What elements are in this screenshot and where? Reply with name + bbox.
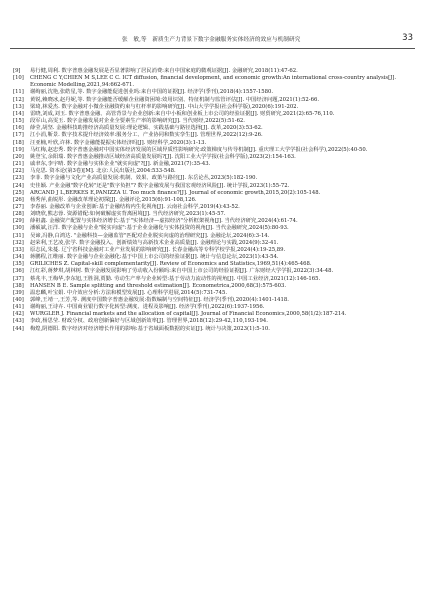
reference-number: [30] xyxy=(13,225,24,232)
reference-number: [40] xyxy=(13,297,24,303)
reference-number: [34] xyxy=(13,254,24,261)
reference-text: 原志民,朱蔓. 辽宁省科技金融对工业产业发展的影响研究[J]. 长春金融高等专科学校学报,2024(4):19-25,89. xyxy=(30,246,286,253)
reference-text: GRILICHES Z. Capital-skill complementarity[J]. Review of Economics and Statistics,1969,51(4):465-468. xyxy=(30,261,312,268)
reference-item xyxy=(13,247,415,254)
reference-text: 吴谛,冯静,白鸿达. "金融科技—金融监管"匹配对企业脱实向虚的治理研究[J]. 金融论坛,2024(6):3-14. xyxy=(30,232,270,239)
reference-number: [33] xyxy=(13,246,24,253)
reference-number: [10] xyxy=(13,75,24,82)
reference-text: 李菲. 数字金融与文化产业高质量发展:机制、效果、政策与路径[J]. 东岳论丛,2023(5):182-190. xyxy=(30,175,258,182)
reference-item xyxy=(13,147,415,154)
reference-number: [22] xyxy=(13,168,24,175)
reference-number: [27] xyxy=(13,203,24,210)
reference-text: ARCAND J L,BERKES E,PANIZZA U. Too much finance?[J]. Journal of economic growth,2015,20(2):105-148. xyxy=(30,189,321,196)
reference-text: 戚聿东,李宇晴. 数字金融与实体企业"就实向虚"?[J]. 新金融,2021(7):35-43. xyxy=(30,161,211,168)
reference-text: 杨秀萍,曲锐彤. 金融改革理论初探[J]. 金融评论,2015(6):91-108,126. xyxy=(30,196,197,203)
reference-item xyxy=(13,290,415,297)
reference-item xyxy=(13,89,415,96)
reference-number: [12] xyxy=(13,96,24,103)
reference-text: 李春丽. 金融改革与企业创新:基于金融结构内生化视角[J]. 云南社会科学,2019(4):43-52. xyxy=(30,203,240,210)
reference-text: 江小涓,靳景. 数字技术提升经济效率:服务分工、产业协同和数实孪生[J]. 管理世界,2022(12):9-26. xyxy=(30,132,263,139)
reference-item xyxy=(13,240,415,247)
reference-text: 马红梅,赵忠秀. 数字普惠金融对中国实体经济发展的区域异质性影响研究:政策梯度与传导机制[J]. 重庆理工大学学报(社会科学),2022(5):40-50. xyxy=(30,146,368,153)
reference-item xyxy=(13,318,415,325)
reference-text: 黄锐,赖晓冰,赵丹妮,等. 数字金融能否缓解企业融资困境:效用识别、特征机制与监管评估[J]. 中国经济问题,2021(1):52-66. xyxy=(30,96,320,103)
reference-text: 段军山,高雯玉. 数字金融发展对企业全要素生产率的影响研究[J]. 当代财经,2022(5):51-62. xyxy=(30,118,245,125)
reference-number: [20] xyxy=(13,153,24,160)
reference-number: [28] xyxy=(13,211,24,218)
reference-item xyxy=(13,326,415,333)
reference-number: [11] xyxy=(13,89,24,96)
reference-number: [43] xyxy=(13,318,24,325)
reference-number: [18] xyxy=(13,139,24,146)
reference-number: [24] xyxy=(13,182,24,189)
reference-number: [14] xyxy=(13,110,24,117)
reference-text: 易行健,周利. 数字普惠金融发展是否显著影响了居民消费:来自中国家庭的微观证据[J]. 金融研究,2018(11):47-62. xyxy=(30,68,298,74)
running-title: 张 敏,等 新质生产力背景下数字金融服务实体经济的效应与机制研究 xyxy=(122,37,301,43)
reference-item xyxy=(13,154,415,161)
reference-text: 汪亚楠,叶欣,许林. 数字金融能提振实体经济吗[J]. 财经科学,2020(3):1-13. xyxy=(30,139,207,146)
reference-text: 史佳颖. 产业金融"数字化转"还是"数字负担"? 数字金融发展与我国宏观经济风险[J]. 统计学报,2023(1):55-72. xyxy=(30,182,290,189)
reference-item xyxy=(13,233,415,240)
reference-number: [38] xyxy=(13,282,24,289)
reference-text: 谢绚丽,沈艳,张皓星,等. 数字金融能促进创业吗:来自中国的证据[J]. 经济学(季刊),2018(4):1557-1580. xyxy=(30,89,274,96)
reference-item xyxy=(13,268,415,275)
reference-item xyxy=(13,283,415,290)
reference-number: [26] xyxy=(13,196,24,203)
reference-number: [16] xyxy=(13,125,24,132)
reference-item xyxy=(13,97,415,104)
reference-text: 谢绚丽,王诗卉. 中国商业银行数字化转型:测度、进程及影响[J]. 经济学(季刊),2022(6):1937-1956. xyxy=(30,304,265,311)
reference-number: [17] xyxy=(13,132,24,139)
reference-item xyxy=(13,132,415,139)
reference-number: [9] xyxy=(13,68,21,74)
reference-text: 潘硕斌,汪洋. 数字金融与企业"脱实向虚":基于企业金融化与实体投资的视角[J]. 当代金融研究,2024(5):80-93. xyxy=(30,225,289,232)
reference-text: WURGLER J. Financial markets and the allocation of capital[J]. Journal of Financial Economics,2000,58(1/2):187-214. xyxy=(30,311,347,318)
reference-number: [44] xyxy=(13,325,24,332)
reference-item xyxy=(13,75,415,89)
reference-number: [35] xyxy=(13,261,24,268)
reference-text: 江红彩,蒋梦琪,胡林树. 数字金融发展影响了劳动收入份额吗:来自中国上市公司的经验证据[J]. 广东财经大学学报,2022(3):34-48. xyxy=(30,268,334,275)
reference-item xyxy=(13,68,415,75)
reference-text: 马克思. 资本论(第3卷)[M]. 北京:人民出版社,2004:533-548. xyxy=(30,168,176,175)
reference-text: CHENG C Y,CHIEN M S,LEE C C. ICT diffusion, financial development, and economic growth:An international cross-country analysis[J]. Economic Modelling,2021,94:662-671. xyxy=(30,75,397,89)
reference-text: 梅煌,阴德阳. 数字经济对经济增长作用的影响:基于省域面板数据的实证[J]. 统计与决策,2023(1):5-10. xyxy=(30,325,270,332)
reference-number: [39] xyxy=(13,289,24,296)
reference-item xyxy=(13,104,415,111)
reference-item xyxy=(13,175,415,182)
reference-text: 温忠麟,叶宝娟. 中介效应分析:方法和模型发展[J]. 心理科学进展,2014(5):731-745. xyxy=(30,289,228,296)
reference-text: 郭峰,王靖一,王芳,等. 测度中国数字普惠金融发展:指数编制与空间特征[J]. 经济学(季刊),2020(4):1401-1418. xyxy=(30,297,289,303)
reference-number: [19] xyxy=(13,146,24,153)
reference-item xyxy=(13,276,415,283)
reference-text: 姚登宝,余阳瑞. 数字普惠金融推动区域经济高质量发展吗?[J]. 沈阳工业大学学报(社会科学版),2023(2):154-163. xyxy=(30,153,296,160)
reference-number: [42] xyxy=(13,311,24,318)
reference-number: [31] xyxy=(13,232,24,239)
reference-text: 薛莹,胡坚. 金融科技助推经济高质量发展:理论逻辑、实践基础与路径选择[J]. 改革,2020(3):53-62. xyxy=(30,125,263,132)
running-header xyxy=(10,34,415,49)
reference-item xyxy=(13,225,415,232)
reference-item xyxy=(13,183,415,190)
reference-item xyxy=(13,190,415,197)
reference-number: [32] xyxy=(13,239,24,246)
reference-number: [13] xyxy=(13,103,24,110)
reference-item xyxy=(13,197,415,204)
reference-number: [37] xyxy=(13,275,24,282)
reference-number: [29] xyxy=(13,218,24,225)
reference-number: [23] xyxy=(13,175,24,182)
reference-text: 蔡兆丰,王梅华,李东旭,王胜洞,贾勤. 劳动生产率与企业转型:基于劳动力流动性的视角[J]. 中国工业经济,2021(12):146-165. xyxy=(30,275,321,282)
reference-text: HANSEN B E. Sample splitting and threshold estimation[J]. Econometrica,2000,68(3):575-603. xyxy=(30,282,287,289)
reference-text: 蒋鹏程,江维丽. 数字金融与企业金融化:基于中国上市公司的经验证据[J]. 统计与信息论坛,2023(1):43-54. xyxy=(30,254,279,261)
reference-text: 赵荣利,王艺凌,张学. 数字金融投入、创新绩效与高新技术企业高质量[J]. 金融理论与实践,2024(9):32-41. xyxy=(30,239,279,246)
reference-text: 梁琦,林爱杰. 数字金融对小微企业融资约束与杠杆率的影响研究[J]. 中山大学学报(社会科学版),2020(6):191-202. xyxy=(30,103,299,110)
reference-text: 李政,杨思莹. 财政分权、政府创新偏好与区域创新效率[J]. 管理世界,2018(12):29-42,110,193-194. xyxy=(30,318,268,325)
reference-number: [36] xyxy=(13,268,24,275)
reference-number: [41] xyxy=(13,304,24,311)
reference-text: 刘晓欣,熊志蓉. 资源错配:如何破解虚实背离困境[J]. 当代经济研究,2023(1):45-57. xyxy=(30,211,226,218)
reference-number: [21] xyxy=(13,161,24,168)
reference-text: 薛祖鑫. 金融资产配置与实体经济增长:基于"实体经济—虚拟经济"分析框架视角[J]. 当代经济研究,2024(4):61-74. xyxy=(30,218,298,225)
reference-text: 雷晓,刘成,刘玉. 数字普惠金融、高管背景与企业创新:来自中小板和创业板上市公司的经验证据[J]. 财贸研究,2021(2):65-76,110. xyxy=(30,110,335,117)
reference-list xyxy=(13,68,415,333)
reference-number: [25] xyxy=(13,189,24,196)
reference-item xyxy=(13,140,415,147)
reference-number: [15] xyxy=(13,118,24,125)
page-number: 33 xyxy=(402,33,413,43)
